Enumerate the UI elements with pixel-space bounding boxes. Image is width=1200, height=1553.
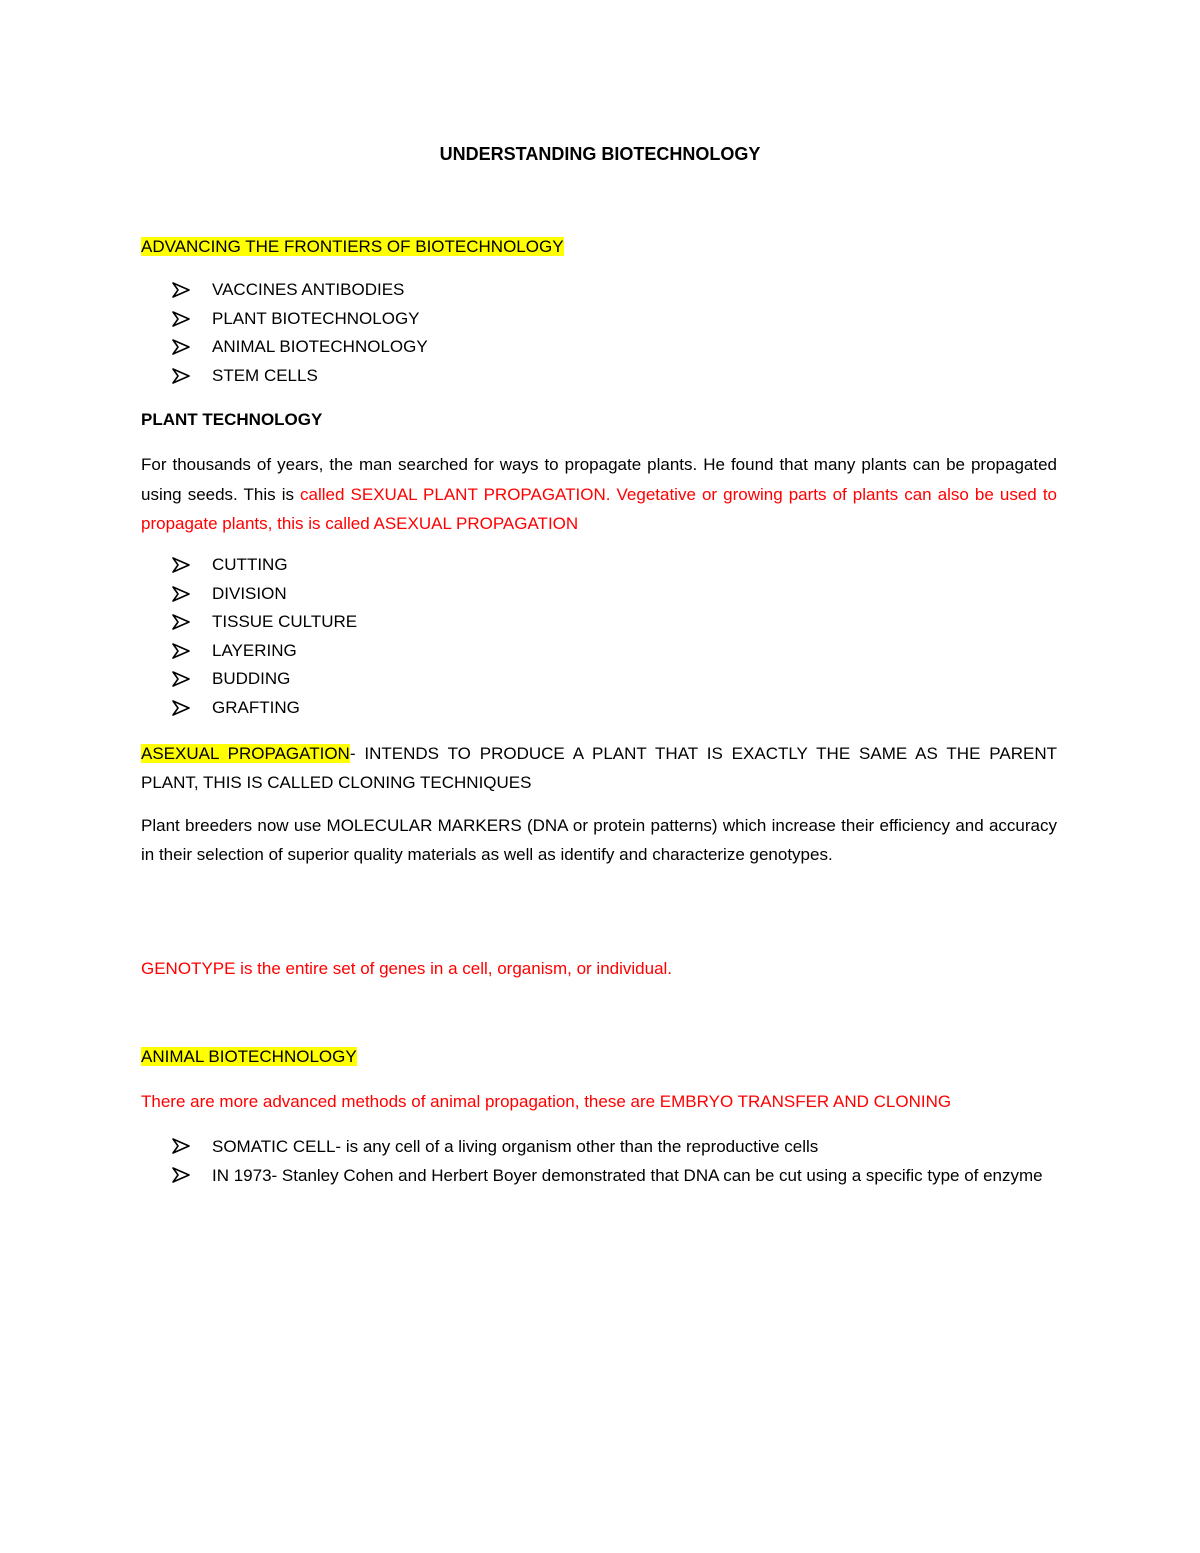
highlighted-term: ASEXUAL PROPAGATION [141, 744, 350, 763]
list-item: DIVISION [172, 582, 357, 611]
document-title: UNDERSTANDING BIOTECHNOLOGY [439, 144, 761, 164]
list-item: VACCINES ANTIBODIES [172, 278, 428, 307]
paragraph-text: For thousands of years, the man searched for ways to propagate plants. He found that many plants can be propagated using seeds. This is [141, 455, 1057, 504]
arrowhead-bullet-icon [172, 339, 190, 355]
arrowhead-bullet-icon [172, 671, 190, 687]
arrowhead-bullet-icon [172, 643, 190, 659]
list-item: PLANT BIOTECHNOLOGY [172, 307, 428, 336]
arrowhead-bullet-icon [172, 586, 190, 602]
list-item: LAYERING [172, 639, 357, 668]
list-item: STEM CELLS [172, 364, 428, 393]
cohen-boyer-text: IN 1973- Stanley Cohen and Herbert Boyer demonstrated that DNA can be cut using a specific type of enzyme [212, 1166, 1043, 1185]
list-item: TISSUE CULTURE [172, 610, 357, 639]
plant-propagation-paragraph [141, 450, 1057, 539]
arrowhead-bullet-icon [172, 614, 190, 630]
section-heading-plant-technology: PLANT TECHNOLOGY [141, 410, 323, 429]
list-item: ANIMAL BIOTECHNOLOGY [172, 335, 428, 364]
definition-text: - INTENDS TO PRODUCE A PLANT THAT IS EXACTLY THE SAME AS THE PARENT PLANT, THIS IS CALLED CLONING TECHNIQUES [141, 744, 1057, 792]
list-item: BUDDING [172, 667, 357, 696]
genotype-definition: GENOTYPE is the entire set of genes in a cell, organism, or individual. [141, 959, 673, 978]
arrowhead-bullet-icon [172, 368, 190, 384]
list-item: GRAFTING [172, 696, 357, 725]
highlighted-heading: ADVANCING THE FRONTIERS OF BIOTECHNOLOGY [141, 237, 564, 256]
arrowhead-bullet-icon [172, 1167, 190, 1183]
section-heading-animal [141, 1045, 357, 1069]
molecular-markers-paragraph: Plant breeders now use MOLECULAR MARKERS (DNA or protein patterns) which increase their efficiency and accuracy in their selection of superior quality materials as well as identify and characterize genotypes. [141, 816, 1057, 864]
paragraph-emphasis: called SEXUAL PLANT PROPAGATION. Vegetative or growing parts of plants can also be used to propagate plants, this is called ASEXUAL PROPAGATION [141, 484, 1057, 533]
propagation-methods-list [172, 553, 357, 724]
animal-propagation-intro: There are more advanced methods of animal propagation, these are EMBRYO TRANSFER AND CLONING [141, 1092, 952, 1111]
arrowhead-bullet-icon [172, 1138, 190, 1154]
list-item: CUTTING [172, 553, 357, 582]
arrowhead-bullet-icon [172, 700, 190, 716]
list-item [172, 1161, 1057, 1190]
arrowhead-bullet-icon [172, 557, 190, 573]
asexual-propagation-definition [141, 739, 1057, 797]
highlighted-heading: ANIMAL BIOTECHNOLOGY [141, 1047, 357, 1066]
arrowhead-bullet-icon [172, 282, 190, 298]
list-item [172, 1132, 1057, 1161]
arrowhead-bullet-icon [172, 311, 190, 327]
section-heading-advancing [141, 235, 564, 259]
somatic-cell-text: SOMATIC CELL- is any cell of a living organism other than the reproductive cells [212, 1137, 819, 1156]
frontiers-list [172, 278, 428, 392]
